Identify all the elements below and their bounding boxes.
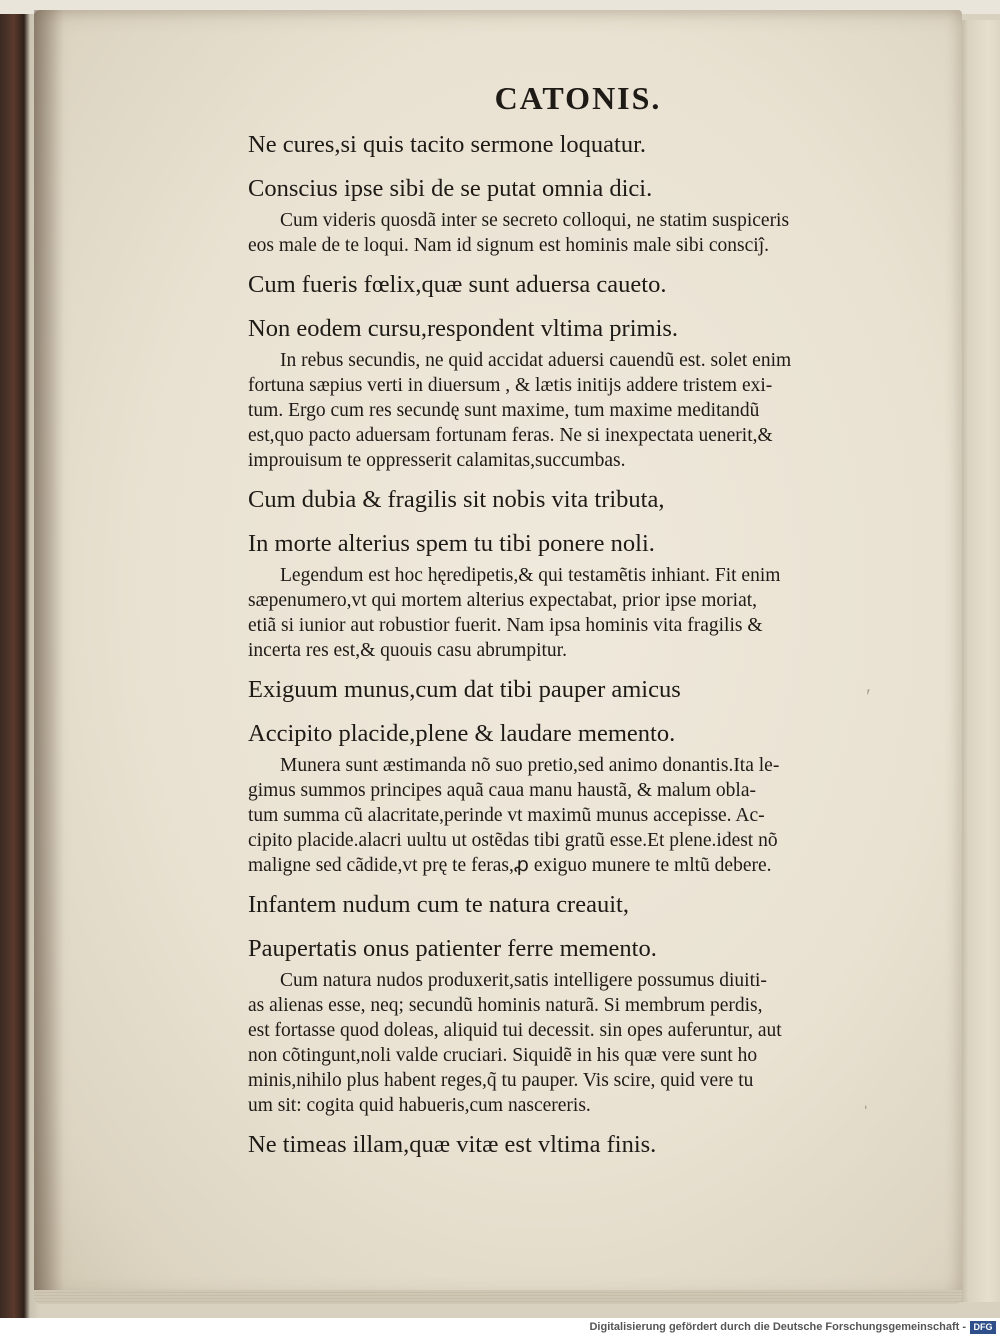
commentary-line: Munera sunt æstimanda nõ suo pretio,sed animo donantis.Ita le- bbox=[280, 755, 780, 776]
dfg-logo-icon: DFG bbox=[970, 1321, 996, 1334]
commentary-line: tum summa cũ alacritate,perinde vt maximũ munus accepisse. Ac- bbox=[248, 805, 765, 826]
commentary-line: cipito placide.alacri uultu ut ostẽdas tibi gratũ esse.Et plene.idest nõ bbox=[248, 830, 778, 851]
distich-section bbox=[248, 888, 888, 1118]
running-head: CATONIS. bbox=[494, 80, 662, 116]
commentary-line: gimus summos principes aquã caua manu haustã, & malum obla- bbox=[248, 780, 756, 801]
distich-section bbox=[248, 268, 888, 473]
verse-line: Cum fueris fœlix,quæ sunt aduersa caueto. bbox=[248, 271, 667, 298]
page-stack-edge bbox=[34, 1290, 962, 1304]
verse-line: Accipito placide,plene & laudare memento. bbox=[248, 720, 676, 747]
commentary-line: improuisum te oppresserit calamitas,succumbas. bbox=[248, 450, 626, 471]
funding-notice: Digitalisierung gefördert durch die Deutsche Forschungsgemeinschaft - bbox=[589, 1321, 966, 1333]
commentary-line: fortuna sæpius verti in diuersum , & lætis initijs addere tristem exi- bbox=[248, 375, 773, 396]
verse-line: Ne timeas illam,quæ vitæ est vltima finis. bbox=[248, 1131, 657, 1158]
verse-line: Non eodem cursu,respondent vltima primis. bbox=[248, 315, 679, 342]
verse-line: In morte alterius spem tu tibi ponere noli. bbox=[248, 530, 655, 557]
commentary bbox=[248, 753, 888, 878]
commentary-line: eos male de te loqui. Nam id signum est hominis male sibi consciĵ. bbox=[248, 235, 770, 256]
commentary-line: In rebus secundis, ne quid accidat aduersi cauendũ est. solet enim bbox=[280, 350, 792, 371]
commentary-line: Cum videris quosdã inter se secreto colloqui, ne statim suspiceris bbox=[280, 210, 790, 231]
verse-line: Cum dubia & fragilis sit nobis vita tributa, bbox=[248, 486, 665, 513]
commentary-line: est,quo pacto aduersam fortunam feras. Ne si inexpectata uenerit,& bbox=[248, 425, 773, 446]
commentary-line: est fortasse quod doleas, aliquid tui decessit. sin opes auferuntur, aut bbox=[248, 1020, 782, 1041]
commentary-line: etiã si iunior aut robustior fuerit. Nam ipsa hominis vita fragilis & bbox=[248, 615, 763, 636]
footer-bar bbox=[0, 1318, 1000, 1339]
commentary-line: maligne sed cãdide,vt prę te feras,ꝓ exiguo munere te mltũ debere. bbox=[248, 855, 772, 876]
verse-line: Conscius ipse sibi de se putat omnia dici. bbox=[248, 175, 653, 202]
commentary bbox=[248, 968, 888, 1118]
distich-list bbox=[248, 128, 888, 1162]
commentary-line: sæpenumero,vt qui mortem alterius expectabat, prior ipse moriat, bbox=[248, 590, 758, 611]
distich-section bbox=[248, 128, 888, 258]
facing-page-edge bbox=[958, 20, 1000, 1302]
commentary bbox=[248, 348, 888, 473]
margin-mark: ʹ bbox=[866, 684, 871, 709]
page-text bbox=[248, 78, 888, 1162]
commentary bbox=[248, 563, 888, 663]
commentary-line: minis,nihilo plus habent reges,q̃ tu pauper. Vis scire, quid vere tu bbox=[248, 1070, 754, 1091]
distich-section bbox=[248, 483, 888, 663]
commentary-line: tum. Ergo cum res secundę sunt maxime, tum maxime meditandũ bbox=[248, 400, 760, 421]
commentary-line: non cõtingunt,noli valde cruciari. Siquidẽ in his quæ vere sunt ho bbox=[248, 1045, 758, 1066]
commentary bbox=[248, 208, 888, 258]
verse-line: Paupertatis onus patienter ferre memento. bbox=[248, 935, 657, 962]
margin-mark: ˌ bbox=[862, 1084, 870, 1109]
commentary-line: as alienas esse, neq; secundũ hominis naturã. Si membrum perdis, bbox=[248, 995, 763, 1016]
verse-line: Infantem nudum cum te natura creauit, bbox=[248, 891, 629, 918]
distich-section bbox=[248, 673, 888, 878]
commentary-line: um sit: cogita quid habueris,cum nascereris. bbox=[248, 1095, 591, 1116]
commentary-line: Legendum est hoc hęredipetis,& qui testamẽtis inhiant. Fit enim bbox=[280, 565, 781, 586]
verse-line: Ne cures,si quis tacito sermone loquatur. bbox=[248, 131, 647, 158]
commentary-line: Cum natura nudos produxerit,satis intelligere possumus diuiti- bbox=[280, 970, 767, 991]
distich-section bbox=[248, 1128, 888, 1162]
commentary-line: incerta res est,& quouis casu abrumpitur. bbox=[248, 640, 567, 661]
verse-line: Exiguum munus,cum dat tibi pauper amicus bbox=[248, 676, 681, 703]
